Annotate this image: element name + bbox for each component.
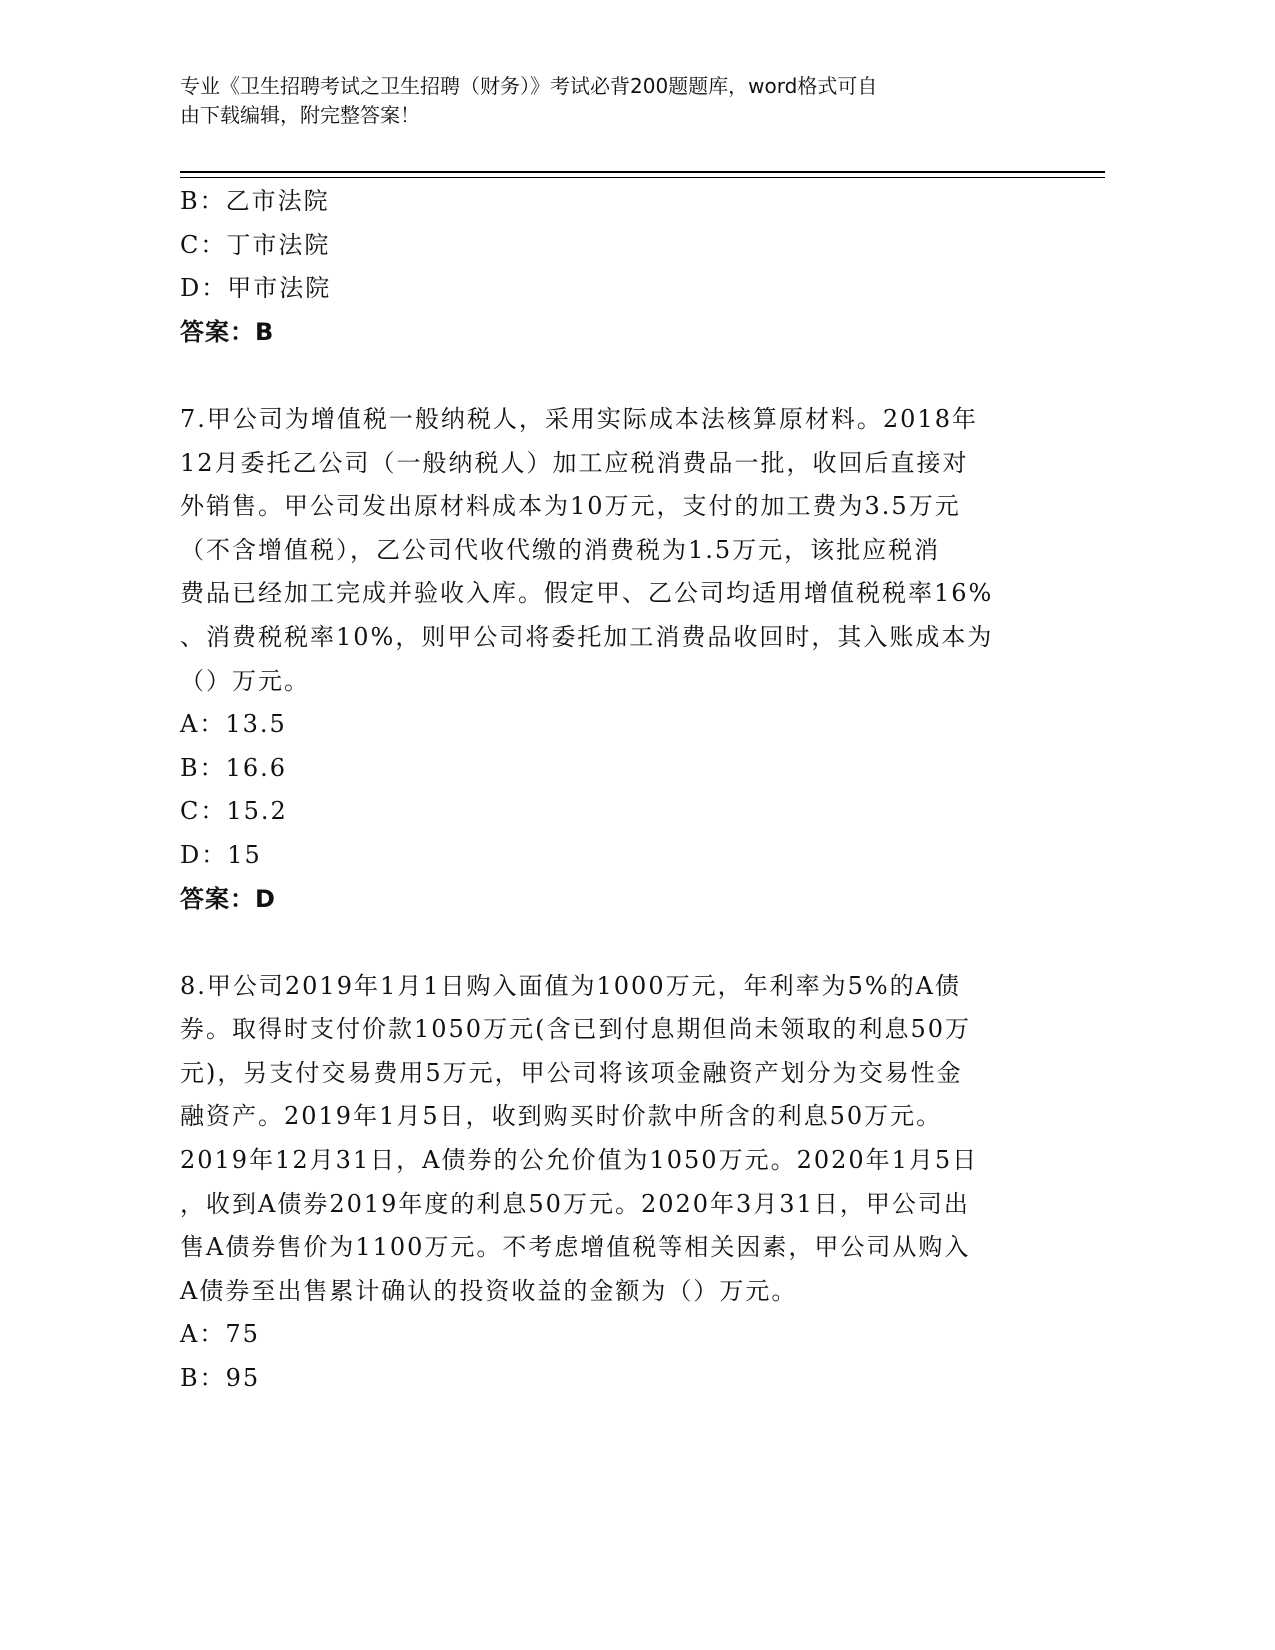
- question-text: 融资产。2019年1月5日，收到购买时价款中所含的利息50万元。: [180, 1102, 943, 1131]
- question-text: 12月委托乙公司（一般纳税人）加工应税消费品一批，收回后直接对: [180, 448, 969, 477]
- answer: 答案：D: [180, 884, 276, 913]
- option: C：丁市法院: [180, 230, 331, 259]
- option: B：乙市法院: [180, 187, 330, 215]
- header-divider: [180, 177, 1105, 178]
- question-6: [180, 180, 1080, 354]
- question-text: 售A债券售价为1100万元。不考虑增值税等相关因素，甲公司从购入: [180, 1233, 971, 1262]
- header-line: 由下载编辑，附完整答案！: [180, 103, 420, 127]
- option: A：13.5: [180, 710, 287, 739]
- question-text: 费品已经加工完成并验收入库。假定甲、乙公司均适用增值税税率16%: [180, 579, 994, 608]
- question-text: 券。取得时支付价款1050万元(含已到付息期但尚未领取的利息50万: [180, 1015, 971, 1044]
- document-header: [180, 72, 1040, 130]
- option: B：95: [180, 1364, 261, 1393]
- question-8: [180, 965, 1080, 1401]
- question-text: 、消费税税率10%，则甲公司将委托加工消费品收回时，其入账成本为: [180, 622, 994, 651]
- question-text: （不含增值税），乙公司代收代缴的消费税为1.5万元，该批应税消: [180, 535, 941, 564]
- question-text: ，收到A债券2019年度的利息50万元。2020年3月31日，甲公司出: [180, 1189, 970, 1218]
- option: D：甲市法院: [180, 274, 332, 303]
- document-body: [180, 180, 1080, 1401]
- header-divider: [180, 171, 1105, 173]
- question-text: 2019年12月31日，A债券的公允价值为1050万元。2020年1月5日: [180, 1146, 979, 1175]
- header-line: 专业《卫生招聘考试之卫生招聘（财务）》考试必背200题题库，word格式可自: [180, 74, 878, 98]
- question-text: （）万元。: [180, 666, 310, 695]
- question-text: 7.甲公司为增值税一般纳税人，采用实际成本法核算原材料。2018年: [180, 404, 978, 433]
- question-text: 外销售。甲公司发出原材料成本为10万元，支付的加工费为3.5万元: [180, 492, 961, 521]
- option: A：75: [180, 1320, 260, 1349]
- question-text: 8.甲公司2019年1月1日购入面值为1000万元，年利率为5%的A债: [180, 971, 961, 1000]
- option: C：15.2: [180, 797, 288, 826]
- answer: 答案：B: [180, 317, 275, 346]
- option: D：15: [180, 840, 262, 869]
- question-7: [180, 398, 1080, 921]
- question-text: 元)，另支付交易费用5万元，甲公司将该项金融资产划分为交易性金: [180, 1058, 963, 1087]
- option: B：16.6: [180, 753, 288, 782]
- question-text: A债券至出售累计确认的投资收益的金额为（）万元。: [180, 1276, 798, 1305]
